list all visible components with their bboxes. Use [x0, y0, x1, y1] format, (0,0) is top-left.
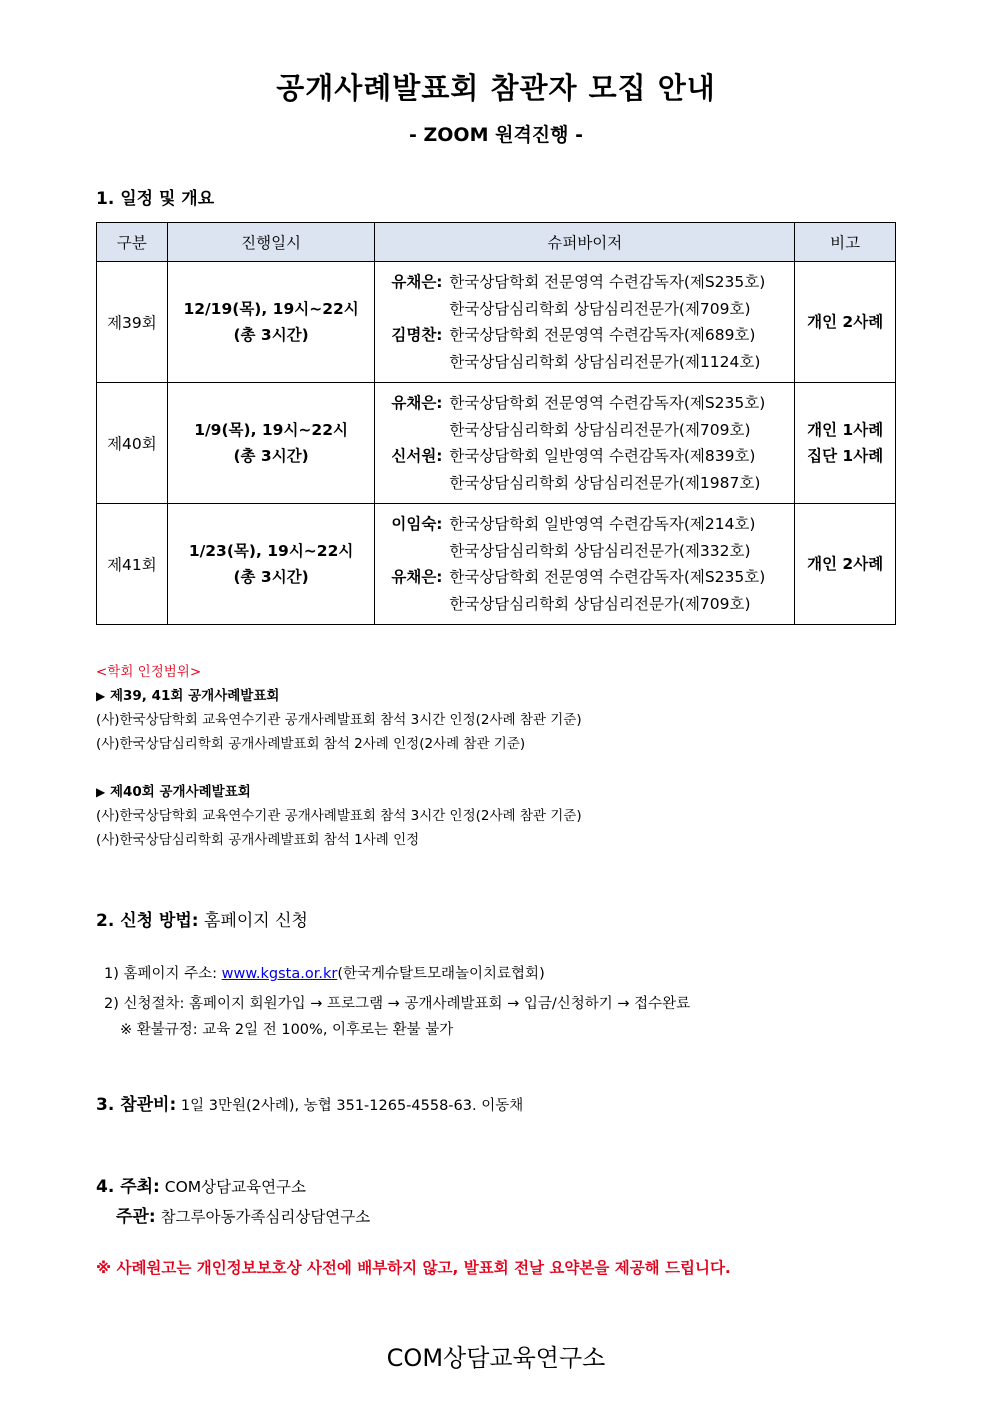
apply-step-2: 2) 신청절차: 홈페이지 회원가입 → 프로그램 → 공개사례발표회 → 입금/신청하기 → 접수완료 [104, 996, 691, 1012]
date-cell [167, 383, 375, 504]
recognition-group-1-title: ▶ 제39, 41회 공개사례발표회 [96, 688, 280, 704]
section-2-heading: 2. 신청 방법: 홈페이지 신청 [96, 911, 308, 931]
session-duration: (총 3시간) [233, 568, 309, 586]
supervisor-name: 유채은: [391, 394, 443, 412]
session-duration: (총 3시간) [233, 326, 309, 344]
table-row [97, 262, 896, 383]
session-cell: 제40회 [97, 383, 168, 504]
supervisor-credential: 한국상담심리학회 상담심리전문가(제332호) [449, 541, 751, 560]
column-header: 구분 [97, 223, 168, 262]
session-date: 1/9(목), 19시~22시 [194, 421, 348, 439]
supervisor-credential: 한국상담심리학회 상담심리전문가(제709호) [449, 420, 751, 439]
note-line: 개인 2사례 [807, 555, 884, 573]
note-cell [795, 262, 896, 383]
recognition-line: (사)한국상담학회 교육연수기관 공개사례발표회 참석 3시간 인정(2사례 참관 기준) [96, 808, 582, 824]
supervisor-credential: 한국상담학회 전문영역 수련감독자(제S235호) [449, 568, 766, 586]
session-date: 12/19(목), 19시~22시 [183, 300, 359, 318]
session-cell: 제41회 [97, 504, 168, 625]
table-row [97, 383, 896, 504]
page-subtitle: - ZOOM 원격진행 - [408, 124, 584, 146]
supervisor-credential: 한국상담심리학회 상담심리전문가(제709호) [449, 594, 751, 613]
supervisor-credential: 한국상담학회 일반영역 수련감독자(제214호) [449, 515, 756, 533]
apply-step-1: 1) 홈페이지 주소: www.kgsta.or.kr(한국게슈탈트모래놀이치료협회) [104, 966, 545, 982]
homepage-link[interactable]: www.kgsta.or.kr [221, 966, 338, 982]
notice-text: ※ 사례원고는 개인정보보호상 사전에 배부하지 않고, 발표회 전날 요약본을 제공해 드립니다. [96, 1259, 731, 1277]
recognition-line: (사)한국상담심리학회 공개사례발표회 참석 1사례 인정 [96, 832, 420, 848]
table-header-row [97, 223, 896, 262]
supervisor-name: 김명찬: [391, 326, 443, 344]
supervisor-credential: 한국상담심리학회 상담심리전문가(제1987호) [449, 473, 761, 492]
supervisor-credential: 한국상담심리학회 상담심리전문가(제709호) [449, 299, 751, 318]
session-cell: 제39회 [97, 262, 168, 383]
supervisor-cell [375, 504, 795, 625]
recognition-heading: <학회 인정범위> [96, 664, 202, 680]
supervisor-cell [375, 383, 795, 504]
refund-policy: ※ 환불규정: 교육 2일 전 100%, 이후로는 환불 불가 [120, 1022, 454, 1038]
supervisor-cell [375, 262, 795, 383]
column-header: 비고 [795, 223, 896, 262]
triangle-bullet-icon: ▶ [96, 785, 106, 799]
note-line: 개인 1사례 [807, 421, 884, 439]
column-header: 진행일시 [167, 223, 375, 262]
note-line: 집단 1사례 [807, 447, 884, 465]
session-date: 1/23(목), 19시~22시 [188, 542, 354, 560]
section-1-heading: 1. 일정 및 개요 [96, 189, 215, 209]
column-header: 슈퍼바이저 [375, 223, 795, 262]
supervisor-credential: 한국상담학회 전문영역 수련감독자(제S235호) [449, 394, 766, 412]
session-duration: (총 3시간) [233, 447, 309, 465]
supervisor-name: 유채은: [391, 273, 443, 291]
recognition-group-2-title: ▶ 제40회 공개사례발표회 [96, 784, 251, 800]
supervisor-name: 유채은: [391, 568, 443, 586]
note-line: 개인 2사례 [807, 313, 884, 331]
supervisor-name: 이임숙: [391, 515, 443, 533]
recognition-line: (사)한국상담심리학회 공개사례발표회 참석 2사례 인정(2사례 참관 기준) [96, 736, 526, 752]
supervisor-name: 신서원: [391, 447, 443, 465]
note-cell [795, 383, 896, 504]
triangle-bullet-icon: ▶ [96, 689, 106, 703]
page-title: 공개사례발표회 참관자 모집 안내 [276, 71, 716, 105]
recognition-line: (사)한국상담학회 교육연수기관 공개사례발표회 참석 3시간 인정(2사례 참관 기준) [96, 712, 582, 728]
table-row [97, 504, 896, 625]
schedule-table [96, 222, 896, 625]
supervisor-credential: 한국상담학회 전문영역 수련감독자(제S235호) [449, 273, 766, 291]
supervisor-credential: 한국상담심리학회 상담심리전문가(제1124호) [449, 352, 761, 371]
note-cell [795, 504, 896, 625]
organizer-line: 주관: 참그루아동가족심리상담연구소 [116, 1207, 371, 1227]
host-line: 4. 주최: COM상담교육연구소 [96, 1177, 306, 1197]
supervisor-credential: 한국상담학회 일반영역 수련감독자(제839호) [449, 447, 756, 465]
supervisor-credential: 한국상담학회 전문영역 수련감독자(제689호) [449, 326, 756, 344]
section-3-heading: 3. 참관비: 1일 3만원(2사례), 농협 351-1265-4558-63. 이동채 [96, 1095, 524, 1115]
date-cell [167, 262, 375, 383]
footer-organization: COM상담교육연구소 [386, 1344, 606, 1372]
date-cell [167, 504, 375, 625]
